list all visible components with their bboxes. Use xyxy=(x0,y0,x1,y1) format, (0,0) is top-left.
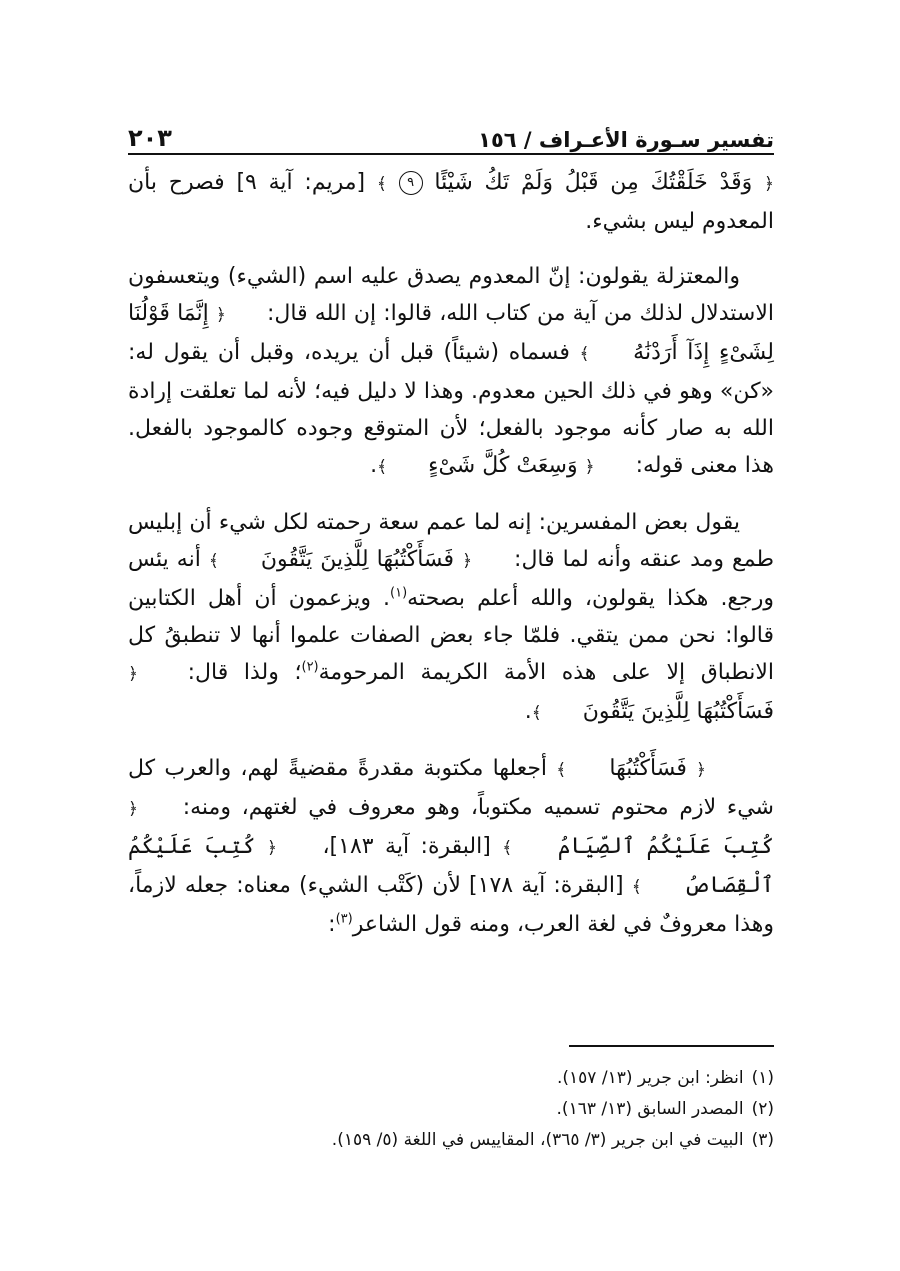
quran-open-bracket-icon: ﴿ xyxy=(462,551,473,571)
paragraph-text: . xyxy=(370,453,378,478)
footnote-item xyxy=(128,1094,774,1125)
footnote-rule xyxy=(569,1045,774,1047)
quran-verse: إِنَّمَا قَوْلُنَا لِشَىْءٍ إِذَآ أَرَدْنَٰهُ xyxy=(128,301,774,365)
body-text xyxy=(128,164,774,961)
paragraph-text: . ويزعمون أن أهل الكتابين قالوا: نحن ممن يتقي. فلمّا جاء بعض الصفات علموا أنها لا تنطبقُ كل الانطباق إلا على هذه الأمة الكريمة المرحومة xyxy=(128,586,774,685)
quran-verse: كُتِبَ عَلَيْكُمُ ٱلصِّيَامُ xyxy=(557,834,775,859)
quran-open-bracket-icon: ﴿ xyxy=(215,305,226,325)
paragraph-2 xyxy=(128,258,774,486)
paragraph-3 xyxy=(128,504,774,732)
quran-close-bracket-icon: ﴾ xyxy=(579,344,590,364)
paragraph-text: فسماه (شيئاً) قبل أن يريده، وقبل أن يقول له: «كن» وهو في ذلك الحين معدوم. وهذا لا دليل فيه؛ لأنه لما تعلقت إرادة الله به صار كأنه موجود بالفعل؛ لأن المتوقع وجوده كالموجود بالفعل. هذا معنى قوله: xyxy=(128,340,774,478)
footnote-ref: (٣) xyxy=(335,911,353,927)
paragraph-text: أنه يئس ورجع. هكذا يقولون، والله أعلم بصحته xyxy=(128,547,774,611)
quran-close-bracket-icon: ﴾ xyxy=(502,838,513,858)
paragraph-text: [مريم: آية ٩] فصرح بأن المعدوم ليس بشيء. xyxy=(128,170,774,234)
paragraph-text: [البقرة: آية ١٨٣]، xyxy=(322,834,491,859)
running-head xyxy=(128,112,774,152)
quran-close-bracket-icon: ﴾ xyxy=(531,703,542,723)
footnote-number: (٣) xyxy=(751,1130,774,1150)
paragraph-text: يقول بعض المفسرين: إنه لما عمم سعة رحمته لكل شيء أن إبليس طمع ومد عنقه وأنه لما قال: xyxy=(128,510,774,572)
running-head-title: تفسير سـورة الأعـراف / ١٥٦ xyxy=(478,128,774,152)
quran-close-bracket-icon: ﴾ xyxy=(631,877,642,897)
page-number: ٢٠٣ xyxy=(128,124,172,152)
paragraph-text: [البقرة: آية ١٧٨] لأن (كَتْب الشيء) معناه: جعله لازماً، وهذا معروفٌ في لغة العرب، ومنه قول الشاعر xyxy=(128,873,774,937)
quran-verse: فَسَأَكْتُبُهَا لِلَّذِينَ يَتَّقُونَ xyxy=(260,547,455,572)
footnote-text: البيت في ابن جرير (٣/ ٣٦٥)، المقاييس في اللغة (٥/ ١٥٩). xyxy=(331,1130,744,1150)
paragraph-text: والمعتزلة يقولون: إنّ المعدوم يصدق عليه اسم (الشيء) ويتعسفون الاستدلال لذلك من آية من كتاب الله، قالوا: إن الله قال: xyxy=(128,264,774,326)
quran-verse: كُتِبَ عَلَيْكُمُ ٱلْقِصَاصُ xyxy=(128,834,774,898)
footnote-ref: (١) xyxy=(390,585,408,601)
quran-verse: وَسِعَتْ كُلَّ شَىْءٍ xyxy=(428,453,578,478)
footnote-number: (١) xyxy=(751,1068,774,1088)
footnote-number: (٢) xyxy=(751,1099,774,1119)
quran-open-bracket-icon: ﴿ xyxy=(584,457,595,477)
paragraph-text: . xyxy=(524,699,532,724)
paragraph-text: ؛ ولذا قال: xyxy=(187,660,302,685)
quran-close-bracket-icon: ﴾ xyxy=(376,174,387,194)
quran-verse: وَقَدْ خَلَقْتُكَ مِن قَبْلُ وَلَمْ تَكُ شَيْئًا xyxy=(434,170,753,195)
quran-verse: فَسَأَكْتُبُهَا لِلَّذِينَ يَتَّقُونَ xyxy=(582,699,774,724)
quran-close-bracket-icon: ﴾ xyxy=(377,457,388,477)
paragraph-1 xyxy=(128,164,774,240)
quran-verse: فَسَأَكْتُبُهَا xyxy=(609,756,687,781)
footnote-ref: (٢) xyxy=(301,659,319,675)
paragraph-text: : xyxy=(328,912,336,937)
footnote-text: المصدر السابق (١٣/ ١٦٣). xyxy=(556,1099,744,1119)
ayah-number-mark: ٩ xyxy=(399,171,423,195)
footnote-item xyxy=(128,1125,774,1156)
quran-open-bracket-icon: ﴿ xyxy=(764,174,774,194)
footnote-item xyxy=(128,1063,774,1094)
quran-open-bracket-icon: ﴿ xyxy=(266,838,277,858)
paragraph-4 xyxy=(128,750,774,943)
footnotes xyxy=(128,1063,774,1156)
quran-close-bracket-icon: ﴾ xyxy=(208,551,219,571)
footnote-text: انظر: ابن جرير (١٣/ ١٥٧). xyxy=(556,1068,744,1088)
quran-open-bracket-icon: ﴿ xyxy=(696,760,706,780)
quran-close-bracket-icon: ﴾ xyxy=(556,760,567,780)
quran-open-bracket-icon: ﴿ xyxy=(128,799,138,819)
quran-open-bracket-icon: ﴿ xyxy=(128,664,138,684)
header-rule xyxy=(128,153,774,155)
paragraph-text: أجعلها مكتوبة مقدرةً مقضيةً لهم، والعرب كل شيء لازم محتوم تسميه مكتوباً، وهو معروف في لغتهم، ومنه: xyxy=(128,756,774,820)
